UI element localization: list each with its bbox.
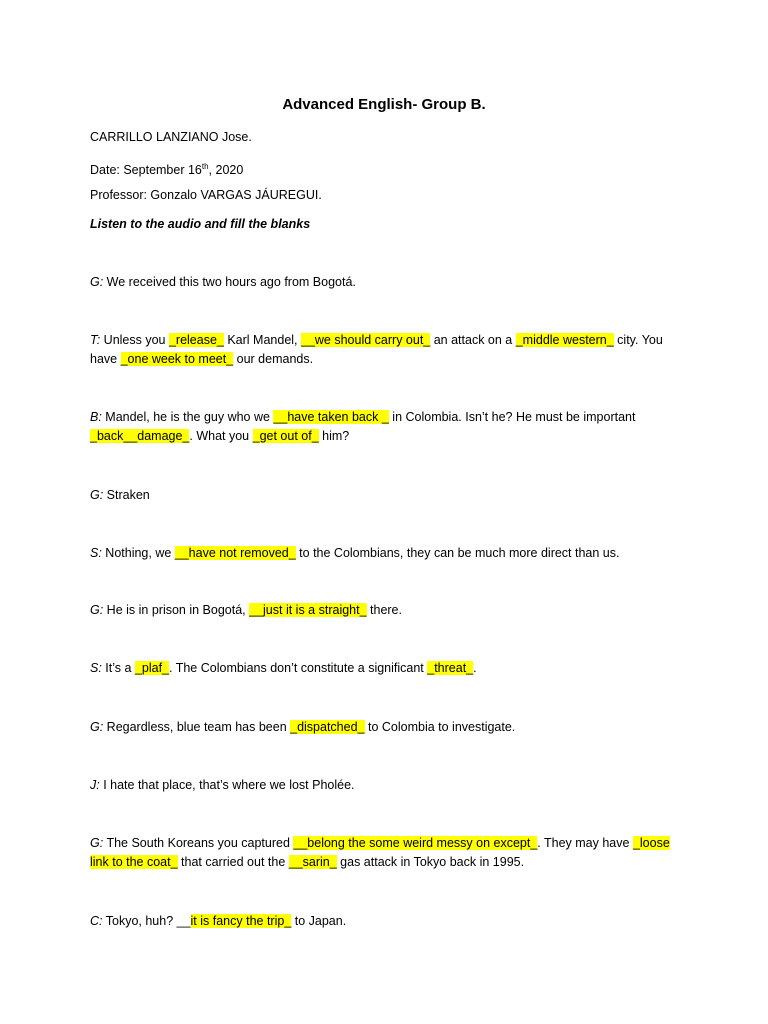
speaker-label: B:	[90, 410, 102, 424]
filled-blank: _one week to meet_	[120, 352, 234, 366]
filled-blank: _plaf_	[134, 661, 169, 675]
dialogue-line: B: Mandel, he is the guy who we __have taken back _ in Colombia. Isn’t he? He must be important _back__damage_. What you _get out of_ him?	[90, 410, 636, 443]
speaker-label: S:	[90, 661, 102, 675]
filled-blank: _loose	[632, 836, 670, 850]
filled-blank: it is fancy the trip_	[190, 914, 292, 928]
filled-blank: __have not removed_	[174, 546, 296, 560]
filled-blank: _release_	[168, 333, 224, 347]
filled-blank: link to the coat_	[90, 855, 178, 869]
dialogue-line: J: I hate that place, that’s where we lost Pholée.	[90, 778, 355, 792]
document-title: Advanced English- Group B.	[282, 96, 486, 113]
speaker-label: G:	[90, 836, 104, 850]
filled-blank: _dispatched_	[290, 720, 365, 734]
filled-blank: __have taken back _	[273, 410, 389, 424]
filled-blank: __just it is a straight_	[249, 603, 367, 617]
speaker-label: G:	[90, 275, 104, 289]
dialogue-line: G: We received this two hours ago from Bogotá.	[90, 275, 356, 289]
speaker-label: S:	[90, 546, 102, 560]
filled-blank: _threat_	[427, 661, 474, 675]
professor-line: Professor: Gonzalo VARGAS JÁUREGUI.	[90, 188, 322, 202]
filled-blank: _back__damage_	[90, 429, 190, 443]
dialogue-line: T: Unless you _release_ Karl Mandel, __we should carry out_ an attack on a _middle western_ city. You have _one week to meet_ our demands.	[90, 333, 663, 366]
dialogue-line: S: Nothing, we __have not removed_ to the Colombians, they can be much more direct than us.	[90, 546, 620, 560]
speaker-label: T:	[90, 333, 101, 347]
dialogue-line: G: He is in prison in Bogotá, __just it is a straight_ there.	[90, 603, 402, 617]
dialogue-line: G: Regardless, blue team has been _dispatched_ to Colombia to investigate.	[90, 720, 516, 734]
date-line: Date: September 16th, 2020	[90, 162, 244, 178]
dialogue-line: C: Tokyo, huh? __it is fancy the trip_ to Japan.	[90, 914, 347, 928]
dialogue-line: S: It’s a _plaf_. The Colombians don’t constitute a significant _threat_.	[90, 661, 477, 675]
speaker-label: G:	[90, 720, 104, 734]
dialogue-line: G: The South Koreans you captured __belong the some weird messy on except_. They may have _loose link to the coat_ that carried out the __sarin_ gas attack in Tokyo back in 1995.	[90, 836, 670, 869]
speaker-label: C:	[90, 914, 103, 928]
filled-blank: _middle western_	[515, 333, 614, 347]
filled-blank: __belong the some weird messy on except_	[293, 836, 538, 850]
speaker-label: G:	[90, 603, 104, 617]
filled-blank: __we should carry out_	[301, 333, 431, 347]
filled-blank: __sarin_	[288, 855, 337, 869]
filled-blank: _get out of_	[252, 429, 319, 443]
speaker-label: G:	[90, 488, 104, 502]
dialogue-line: G: Straken	[90, 488, 150, 502]
student-name: CARRILLO LANZIANO Jose.	[90, 130, 252, 144]
speaker-label: J:	[90, 778, 100, 792]
instruction-text: Listen to the audio and fill the blanks	[90, 217, 311, 231]
